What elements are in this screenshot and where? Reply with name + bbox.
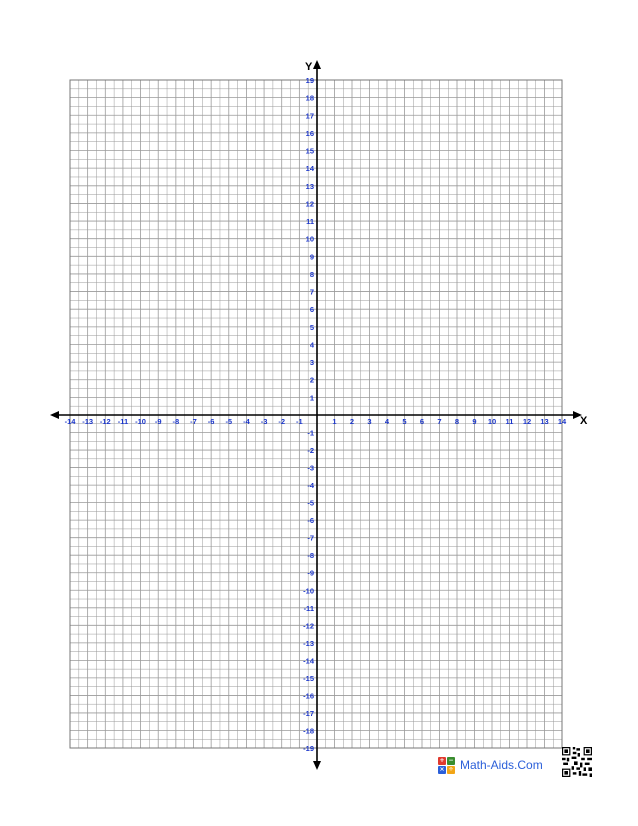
y-axis-up-arrow — [313, 60, 321, 69]
y-tick-label: 7 — [309, 287, 314, 297]
x-tick-label: 6 — [419, 417, 425, 426]
x-tick-label: -3 — [260, 417, 268, 426]
x-tick-label: -14 — [64, 417, 76, 426]
y-tick-label: -15 — [303, 673, 314, 683]
y-tick-label: 1 — [309, 393, 314, 403]
x-tick-label: -8 — [172, 417, 180, 426]
y-tick-label: -12 — [303, 621, 314, 631]
y-tick-label: 12 — [305, 199, 314, 209]
y-tick-label: -13 — [303, 638, 314, 648]
x-tick-label: -6 — [207, 417, 215, 426]
y-tick-label: -19 — [303, 744, 314, 753]
y-tick-label: -14 — [303, 656, 314, 666]
logo-times-symbol: × — [439, 766, 445, 773]
y-tick-label: 3 — [309, 358, 314, 368]
y-tick-label: 2 — [309, 375, 314, 385]
x-tick-label: 13 — [540, 417, 549, 426]
y-tick-label: -18 — [303, 726, 314, 736]
y-tick-label: -2 — [307, 446, 314, 456]
y-tick-label: -8 — [307, 551, 314, 561]
x-tick-label: -12 — [99, 417, 111, 426]
x-tick-label: 2 — [349, 417, 355, 426]
x-tick-label: 1 — [332, 417, 337, 426]
y-tick-label: -9 — [307, 568, 314, 578]
y-tick-label: 14 — [305, 164, 314, 174]
y-tick-label: 10 — [305, 234, 314, 244]
y-tick-label: 17 — [305, 111, 314, 121]
y-tick-label: 13 — [305, 181, 314, 191]
x-tick-label: 5 — [402, 417, 407, 426]
y-tick-label: -10 — [303, 586, 314, 596]
x-tick-label: 12 — [522, 417, 532, 426]
y-tick-label: -17 — [303, 708, 314, 718]
logo-divide-symbol: ÷ — [448, 766, 454, 773]
grid-border — [70, 80, 562, 748]
x-tick-label: 3 — [367, 417, 372, 426]
y-tick-label: 19 — [305, 76, 314, 85]
y-tick-label: 8 — [309, 269, 314, 279]
y-tick-label: 5 — [309, 322, 314, 332]
x-tick-label: 8 — [454, 417, 460, 426]
y-tick-label: -7 — [307, 533, 314, 543]
x-tick-label: -13 — [82, 417, 94, 426]
y-tick-label: 4 — [309, 340, 314, 350]
y-tick-label: 6 — [309, 305, 314, 315]
y-tick-label: 9 — [309, 252, 314, 262]
x-tick-label: -9 — [154, 417, 162, 426]
x-tick-label: -10 — [135, 417, 146, 426]
y-axis-label: Y — [305, 61, 313, 73]
logo-plus-symbol: + — [439, 757, 445, 764]
y-tick-label: -16 — [303, 691, 314, 701]
x-tick-label: -11 — [117, 417, 129, 426]
y-tick-label: -1 — [307, 428, 314, 438]
x-tick-label: 9 — [472, 417, 477, 426]
x-tick-label: 14 — [557, 417, 567, 426]
y-tick-label: 11 — [306, 217, 314, 227]
axes — [50, 60, 582, 770]
x-tick-label: -1 — [296, 417, 303, 426]
x-tick-label: -4 — [243, 417, 250, 426]
x-tick-label: -5 — [225, 417, 233, 426]
x-tick-label: 4 — [384, 417, 390, 426]
y-tick-label: -5 — [307, 498, 314, 508]
x-tick-label: 7 — [437, 417, 442, 426]
footer-brand[interactable] — [438, 754, 543, 776]
x-tick-label: 10 — [487, 417, 497, 426]
y-tick-label: -6 — [307, 516, 314, 526]
x-axis-label: X — [580, 415, 588, 427]
y-axis-down-arrow — [313, 761, 321, 770]
grid-lines — [70, 80, 562, 748]
brand-name: Math-Aids.Com — [460, 758, 543, 772]
y-tick-label: -4 — [307, 481, 314, 491]
logo-minus-symbol: − — [448, 757, 454, 764]
x-tick-label: -7 — [190, 417, 197, 426]
y-tick-label: 15 — [305, 146, 314, 156]
x-axis-left-arrow — [50, 411, 59, 419]
y-tick-label: 16 — [305, 128, 314, 138]
y-tick-label: -3 — [307, 463, 314, 473]
y-tick-label: 18 — [305, 93, 314, 103]
qr-code-icon — [562, 747, 592, 777]
x-tick-label: 11 — [505, 417, 514, 426]
calculator-operations-icon — [438, 757, 455, 774]
x-tick-label: -2 — [278, 417, 286, 426]
y-tick-label: -11 — [303, 603, 314, 613]
